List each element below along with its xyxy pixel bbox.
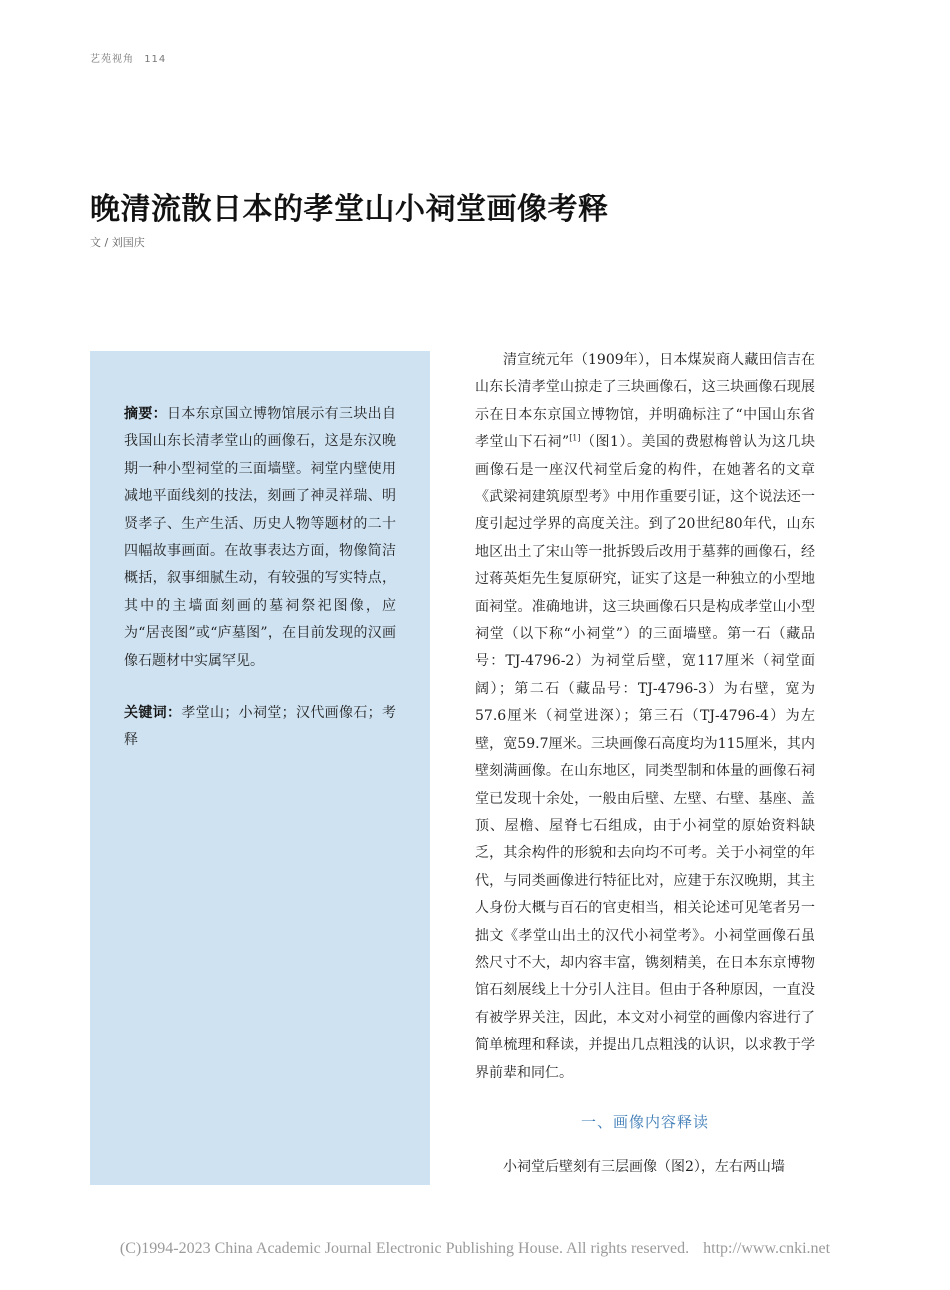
body-column [475,347,815,1181]
page-number: 114 [144,54,167,65]
copyright-footer [0,1240,950,1258]
abstract-panel [90,351,430,1185]
body-paragraph-1 [475,347,815,1087]
keywords-paragraph [124,700,396,755]
citation-ref[interactable]: [1] [569,433,581,443]
keywords-text: 孝堂山；小祠堂；汉代画像石；考释 [124,705,397,749]
keywords-label: 关键词： [124,705,182,722]
abstract-text: 日本东京国立博物馆展示有三块出自我国山东长清孝堂山的画像石，这是东汉晚期一种小型祠堂的三面墙壁。祠堂内壁使用减地平面线刻的技法，刻画了神灵祥瑞、明贤孝子、生产生活、历史人物等题材的二十四幅故事画面。在故事表达方面，物像简洁概括，叙事细腻生动，有较强的写实特点，其中的主墙面刻画的墓祠祭祀图像，应为“居丧图”或“庐墓图”，在目前发现的汉画像石题材中实属罕见。 [124,406,396,669]
footer-url[interactable]: http://www.cnki.net [703,1240,831,1257]
author-byline: 文 / 刘国庆 [90,236,145,249]
abstract-paragraph [124,401,396,675]
article-title: 晚清流散日本的孝堂山小祠堂画像考释 [90,192,609,227]
body-paragraph-1-part-a: 清宣统元年（1909年），日本煤炭商人藏田信吉在山东长清孝堂山掠走了三块画像石，这三块画像石现展示在日本东京国立博物馆，并明确标注了“中国山东省孝堂山下石祠” [475,352,815,451]
body-paragraph-2: 小祠堂后壁刻有三层画像（图2），左右两山墙 [503,1158,785,1175]
running-head [90,50,166,65]
abstract-label: 摘要： [124,406,167,422]
section-heading: 一、画像内容释读 [580,1112,709,1131]
copyright-text: (C)1994-2023 China Academic Journal Electronic Publishing House. All rights reserved. [119,1240,690,1257]
body-paragraph-1-part-b: （图1）。美国的费慰梅曾认为这几块画像石是一座汉代祠堂后龛的构件，在她著名的文章《武梁祠建筑原型考》中用作重要引证，这个说法还一度引起过学界的高度关注。到了20世纪80年代，山东地区出土了宋山等一批拆毁后改用于墓葬的画像石，经过蒋英炬先生复原研究，证实了这是一种独立的小型地面祠堂。准确地讲，这三块画像石只是构成孝堂山小型祠堂（以下称“小祠堂”）的三面墙壁。第一石（藏品号：TJ-4796-2）为祠堂后壁，宽117厘米（祠堂面阔）；第二石（藏品号：TJ-4796-3）为右壁，宽为57.6厘米（祠堂进深）；第三石（TJ-4796-4）为左壁，宽59.7厘米。三块画像石高度均为115厘米，其内壁刻满画像。在山东地区，同类型制和体量的画像石祠堂已发现十余处，一般由后壁、左壁、右壁、基座、盖顶、屋檐、屋脊七石组成，由于小祠堂的原始资料缺乏，其余构件的形貌和去向均不可考。关于小祠堂的年代，与同类画像进行特征比对，应建于东汉晚期，其主人身份大概与百石的官吏相当，相关论述可见笔者另一拙文《孝堂山出土的汉代小祠堂考》。小祠堂画像石虽然尺寸不大，却内容丰富，镌刻精美，在日本东京博物馆石刻展线上十分引人注目。但由于各种原因，一直没有被学界关注，因此，本文对小祠堂的画像内容进行了简单梳理和释读，并提出几点粗浅的认识，以求教于学界前辈和同仁。 [475,434,815,1081]
running-head-section: 艺苑视角 [90,54,134,65]
